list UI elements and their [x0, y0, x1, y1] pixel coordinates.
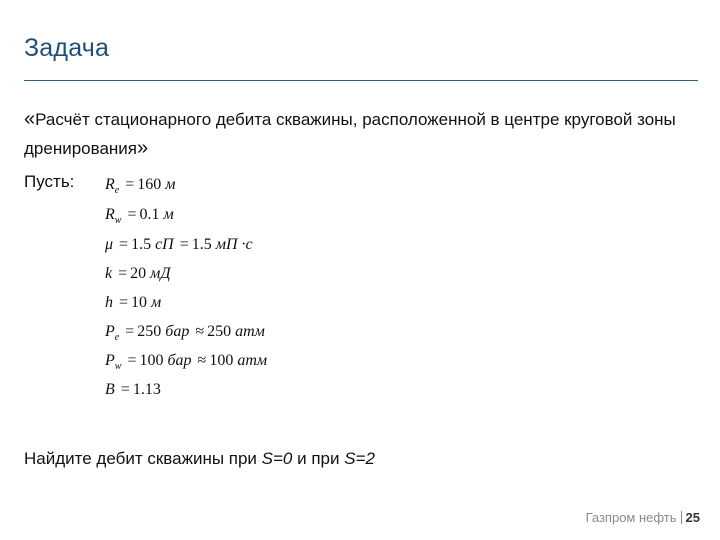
- slide-title: Задача: [24, 34, 110, 62]
- relation: =: [125, 176, 135, 193]
- relation: =: [119, 236, 129, 253]
- unit: бар: [167, 352, 192, 369]
- subscript: w: [114, 215, 122, 226]
- value: 100: [139, 352, 164, 369]
- case-s2: S=2: [344, 449, 375, 468]
- value: 0.1: [139, 206, 160, 223]
- value: 160: [137, 176, 162, 193]
- relation-2: ≈: [195, 323, 205, 340]
- unit-2: атм: [237, 352, 268, 369]
- value: 1.13: [132, 381, 161, 398]
- relation-2: ≈: [197, 352, 207, 369]
- symbol: R: [105, 176, 115, 193]
- value: 10: [131, 294, 148, 311]
- footer-separator: [681, 511, 682, 524]
- value-2: 1.5: [191, 236, 212, 253]
- relation: =: [119, 294, 129, 311]
- given-label: Пусть:: [24, 172, 75, 191]
- subscript: e: [114, 332, 120, 343]
- value-2: 100: [209, 352, 234, 369]
- unit: мД: [150, 265, 171, 282]
- formula-rw: [105, 203, 174, 227]
- unit: бар: [165, 323, 190, 340]
- formula-permeability: [105, 262, 171, 286]
- value: 20: [130, 265, 147, 282]
- symbol: R: [105, 206, 115, 223]
- value: 1.5: [131, 236, 152, 253]
- open-quote: «: [24, 108, 36, 130]
- relation-2: =: [179, 236, 189, 253]
- title-divider: [24, 80, 698, 81]
- symbol: B: [105, 381, 115, 398]
- unit-2: атм: [235, 323, 265, 340]
- case-s0: S=0: [261, 449, 293, 468]
- formula-pe: [105, 320, 265, 344]
- task-statement: [24, 105, 684, 163]
- subscript: e: [114, 185, 120, 196]
- unit: м: [163, 206, 174, 223]
- footer: [586, 510, 700, 525]
- page-number: 25: [685, 510, 700, 525]
- question-middle: и при: [292, 449, 345, 468]
- formula-thickness: [105, 291, 161, 315]
- unit: сП: [155, 236, 174, 253]
- close-quote: »: [137, 137, 149, 159]
- relation: =: [120, 381, 130, 398]
- symbol: k: [105, 265, 113, 282]
- symbol: P: [105, 323, 115, 340]
- value: 250: [137, 323, 162, 340]
- subscript: w: [114, 361, 122, 372]
- value-2: 250: [207, 323, 232, 340]
- unit: м: [151, 294, 162, 311]
- company-name: Газпром нефть: [585, 510, 677, 525]
- task-text: Расчёт стационарного дебита скважины, расположенной в центре круговой зоны дренирования: [24, 110, 676, 158]
- relation: =: [118, 265, 128, 282]
- question-prefix: Найдите дебит скважины при: [24, 449, 262, 468]
- relation: =: [127, 352, 137, 369]
- relation: =: [127, 206, 137, 223]
- symbol: μ: [105, 236, 114, 253]
- symbol: P: [105, 352, 115, 369]
- formula-re: [105, 173, 175, 197]
- formula-viscosity: [105, 233, 253, 257]
- formula-pw: [105, 349, 267, 373]
- symbol: h: [105, 294, 113, 311]
- unit-2: мП ·с: [215, 236, 253, 253]
- question: [24, 449, 375, 469]
- relation: =: [125, 323, 135, 340]
- formula-volume-factor: [105, 378, 161, 402]
- unit: м: [165, 176, 176, 193]
